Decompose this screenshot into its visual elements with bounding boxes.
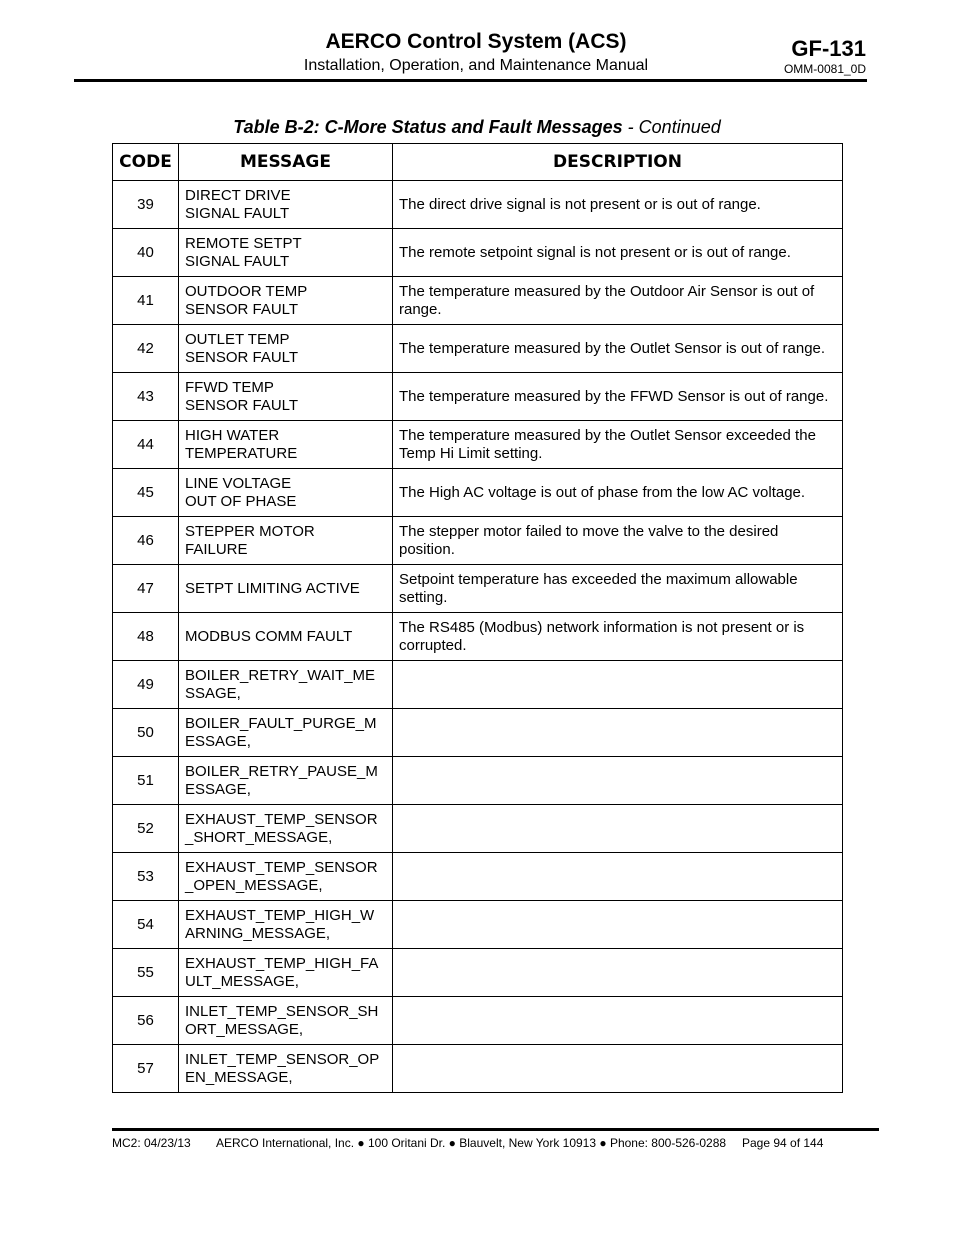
table-row	[113, 469, 843, 517]
message-line: _OPEN_MESSAGE,	[185, 876, 323, 894]
table-row	[113, 709, 843, 757]
message-cell	[179, 325, 393, 373]
message-line: REMOTE SETPT	[185, 234, 302, 252]
message-cell	[179, 373, 393, 421]
description-cell: The temperature measured by the Outlet Sensor is out of range.	[393, 325, 843, 373]
message-line: HIGH WATER	[185, 426, 280, 444]
message-line: EXHAUST_TEMP_SENSOR	[185, 810, 378, 828]
code-cell: 44	[113, 421, 179, 469]
table-header-row	[113, 144, 843, 181]
message-line: EXHAUST_TEMP_SENSOR	[185, 858, 378, 876]
document-subtitle: Installation, Operation, and Maintenance Manual	[303, 57, 649, 74]
description-cell	[393, 853, 843, 901]
column-header-code: CODE	[113, 144, 179, 181]
table-row	[113, 277, 843, 325]
message-line: SENSOR FAULT	[185, 300, 299, 318]
message-line: ORT_MESSAGE,	[185, 1020, 304, 1038]
message-line: INLET_TEMP_SENSOR_OP	[185, 1050, 380, 1068]
message-line: TEMPERATURE	[185, 444, 298, 462]
column-header-description: DESCRIPTION	[393, 144, 843, 181]
description-cell: The temperature measured by the Outlet Sensor exceeded the Temp Hi Limit setting.	[393, 421, 843, 469]
footer-revision: MC2: 04/23/13	[112, 1136, 191, 1150]
code-cell: 42	[113, 325, 179, 373]
description-cell	[393, 709, 843, 757]
column-header-message: MESSAGE	[179, 144, 393, 181]
code-cell: 39	[113, 181, 179, 229]
description-cell	[393, 805, 843, 853]
message-cell	[179, 757, 393, 805]
message-line: SETPT LIMITING ACTIVE	[185, 579, 360, 597]
description-cell: Setpoint temperature has exceeded the maximum allowable setting.	[393, 565, 843, 613]
message-line: ULT_MESSAGE,	[185, 972, 299, 990]
message-line: ESSAGE,	[185, 780, 251, 798]
table-body	[113, 181, 843, 1093]
description-cell: The temperature measured by the FFWD Sensor is out of range.	[393, 373, 843, 421]
message-line: BOILER_RETRY_PAUSE_M	[185, 762, 378, 780]
message-cell	[179, 421, 393, 469]
description-cell	[393, 757, 843, 805]
footer-company-address: AERCO International, Inc. ● 100 Oritani Dr. ● Blauvelt, New York 10913 ● Phone: 800-526-0288	[216, 1136, 727, 1150]
message-cell	[179, 469, 393, 517]
message-line: LINE VOLTAGE	[185, 474, 292, 492]
message-cell	[179, 1045, 393, 1093]
message-line: SIGNAL FAULT	[185, 204, 290, 222]
message-line: STEPPER MOTOR	[185, 522, 315, 540]
description-cell: The stepper motor failed to move the valve to the desired position.	[393, 517, 843, 565]
message-line: SIGNAL FAULT	[185, 252, 290, 270]
footer-page-number: Page 94 of 144	[742, 1136, 824, 1150]
message-line: MODBUS COMM FAULT	[185, 627, 353, 645]
table-row	[113, 613, 843, 661]
document-title: AERCO Control System (ACS)	[325, 30, 627, 53]
message-line: ARNING_MESSAGE,	[185, 924, 331, 942]
message-line: FFWD TEMP	[185, 378, 274, 396]
message-line: BOILER_RETRY_WAIT_ME	[185, 666, 376, 684]
code-cell: 54	[113, 901, 179, 949]
table-caption-title: Table B-2: C-More Status and Fault Messages	[233, 117, 623, 137]
section-code: GF-131	[791, 36, 866, 61]
message-line: ESSAGE,	[185, 732, 251, 750]
message-line: DIRECT DRIVE	[185, 186, 291, 204]
message-line: FAILURE	[185, 540, 248, 558]
code-cell: 50	[113, 709, 179, 757]
description-cell	[393, 949, 843, 997]
table-row	[113, 997, 843, 1045]
message-line: _SHORT_MESSAGE,	[185, 828, 333, 846]
message-cell	[179, 901, 393, 949]
code-cell: 56	[113, 997, 179, 1045]
message-cell	[179, 853, 393, 901]
page-header	[0, 0, 954, 90]
description-cell	[393, 1045, 843, 1093]
table-caption	[112, 117, 842, 138]
message-line: SSAGE,	[185, 684, 241, 702]
message-cell	[179, 613, 393, 661]
code-cell: 51	[113, 757, 179, 805]
table-row	[113, 853, 843, 901]
table-row	[113, 565, 843, 613]
message-cell	[179, 661, 393, 709]
table-row	[113, 421, 843, 469]
table-caption-continued: - Continued	[622, 117, 721, 137]
message-line: BOILER_FAULT_PURGE_M	[185, 714, 377, 732]
message-line: EXHAUST_TEMP_HIGH_W	[185, 906, 375, 924]
message-cell	[179, 277, 393, 325]
table-row	[113, 661, 843, 709]
description-cell: The remote setpoint signal is not present or is out of range.	[393, 229, 843, 277]
status-fault-table	[112, 143, 843, 1093]
table-row	[113, 229, 843, 277]
code-cell: 41	[113, 277, 179, 325]
description-cell	[393, 661, 843, 709]
table-row	[113, 373, 843, 421]
message-cell	[179, 709, 393, 757]
code-cell: 47	[113, 565, 179, 613]
description-cell: The High AC voltage is out of phase from the low AC voltage.	[393, 469, 843, 517]
code-cell: 45	[113, 469, 179, 517]
table-row	[113, 805, 843, 853]
table-row	[113, 949, 843, 997]
message-line: EN_MESSAGE,	[185, 1068, 293, 1086]
message-cell	[179, 181, 393, 229]
code-cell: 53	[113, 853, 179, 901]
table-row	[113, 1045, 843, 1093]
description-cell: The RS485 (Modbus) network information is not present or is corrupted.	[393, 613, 843, 661]
table-row	[113, 181, 843, 229]
message-line: INLET_TEMP_SENSOR_SH	[185, 1002, 379, 1020]
message-line: OUT OF PHASE	[185, 492, 297, 510]
message-line: OUTLET TEMP	[185, 330, 290, 348]
code-cell: 55	[113, 949, 179, 997]
message-cell	[179, 997, 393, 1045]
description-cell	[393, 901, 843, 949]
code-cell: 46	[113, 517, 179, 565]
code-cell: 49	[113, 661, 179, 709]
code-cell: 43	[113, 373, 179, 421]
message-line: SENSOR FAULT	[185, 396, 299, 414]
message-line: OUTDOOR TEMP	[185, 282, 308, 300]
description-cell: The direct drive signal is not present or is out of range.	[393, 181, 843, 229]
message-cell	[179, 805, 393, 853]
description-cell	[393, 997, 843, 1045]
document-number: OMM-0081_0D	[783, 62, 866, 76]
code-cell: 52	[113, 805, 179, 853]
table-row	[113, 517, 843, 565]
footer-divider	[112, 1128, 879, 1131]
message-cell	[179, 565, 393, 613]
code-cell: 48	[113, 613, 179, 661]
message-cell	[179, 949, 393, 997]
table-row	[113, 325, 843, 373]
message-line: SENSOR FAULT	[185, 348, 299, 366]
header-divider	[74, 79, 867, 82]
message-cell	[179, 229, 393, 277]
code-cell: 40	[113, 229, 179, 277]
message-line: EXHAUST_TEMP_HIGH_FA	[185, 954, 379, 972]
message-cell	[179, 517, 393, 565]
table-row	[113, 901, 843, 949]
description-cell: The temperature measured by the Outdoor Air Sensor is out of range.	[393, 277, 843, 325]
table-row	[113, 757, 843, 805]
code-cell: 57	[113, 1045, 179, 1093]
